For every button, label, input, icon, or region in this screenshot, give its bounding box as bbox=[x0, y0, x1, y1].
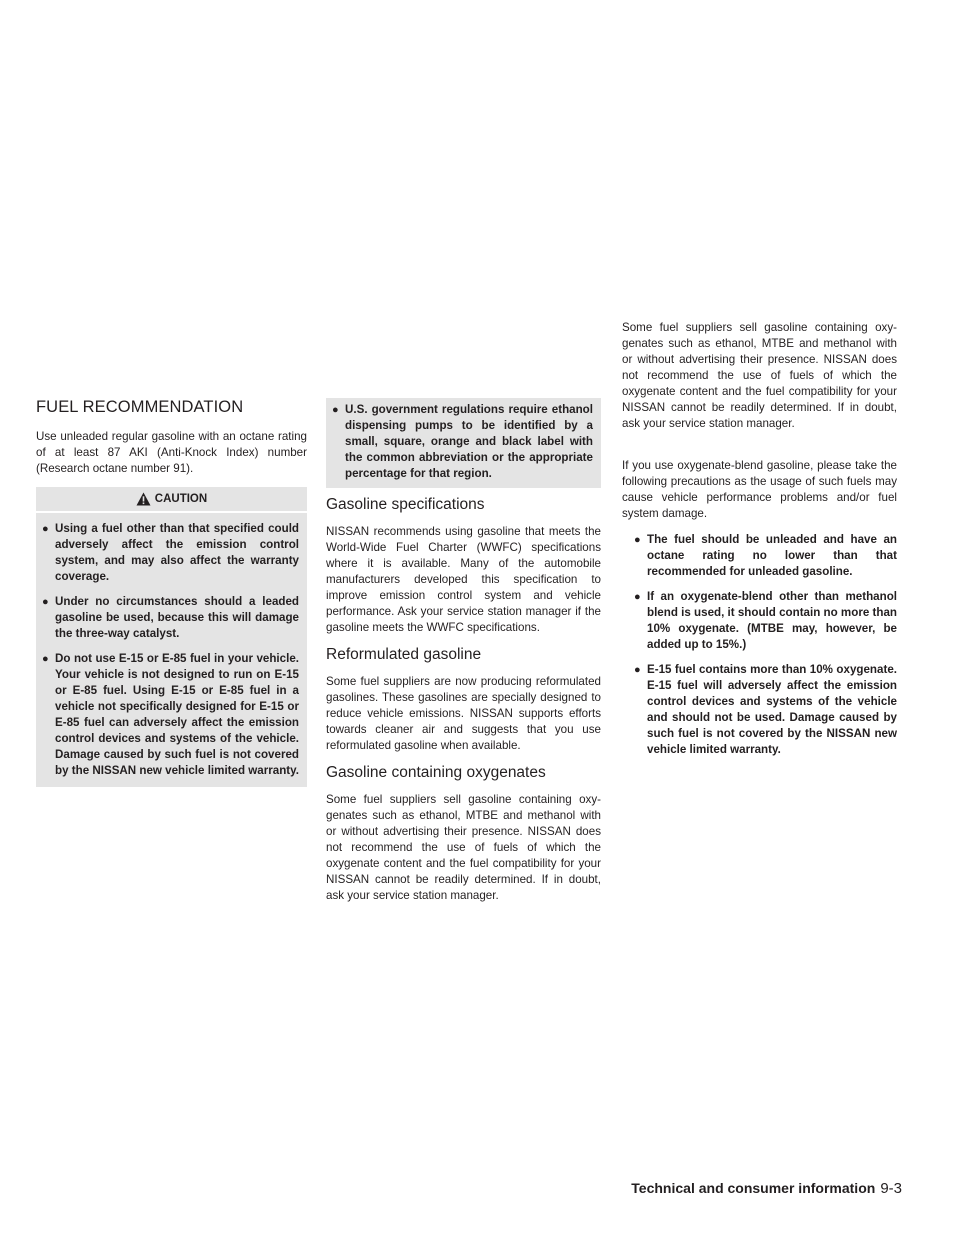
caution-box-continued bbox=[326, 398, 601, 488]
reformulated-gasoline-text: Some fuel suppliers are now producing reformulated gasolines. These gasolines are specially designed to reduce vehicle emissions. NISSAN supports efforts towards cleaner air and suggests that you use reformulated gasoline when available. bbox=[326, 675, 601, 752]
bullet-icon: ● bbox=[634, 664, 641, 676]
bullet-icon: ● bbox=[42, 653, 49, 665]
list-item: ● The fuel should be unleaded and have an octane rating no lower than that recommended for unleaded gasoline. bbox=[634, 533, 897, 578]
intro-paragraph: Use unleaded regular gasoline with an octane rating of at least 87 AKI (Anti-Knock Index) number (Research octane number 91). bbox=[36, 430, 307, 475]
oxygenates-text-1-continued bbox=[622, 321, 897, 448]
page-number: 9-3 bbox=[880, 1180, 902, 1197]
caution-item: ● Using a fuel other than that specified could adversely affect the emission control system, and may also affect the warranty coverage. bbox=[42, 522, 299, 583]
bullet-icon: ● bbox=[42, 596, 49, 608]
column-1 bbox=[36, 398, 307, 787]
column-2 bbox=[326, 398, 601, 902]
heading-oxygenates: Gasoline containing oxygenates bbox=[326, 764, 546, 781]
footer-section-title: Technical and consumer information bbox=[631, 1180, 876, 1196]
caution-label: CAUTION bbox=[154, 493, 208, 505]
oxygenates-text-1-overflow: Some fuel suppliers sell gasoline containing oxygenates such as ethanol, MTBE and methanol with or without advertising their presence. NISSAN does not recommend the use of fuels of which the oxygenate content and the fuel compatibility for your NISSAN cannot be readily determined. If in doubt, ask your service station manager. bbox=[622, 321, 897, 430]
gasoline-specifications-text: NISSAN recommends using gasoline that meets the World-Wide Fuel Charter (WWFC) specifications where it is available. Many of the automobile manufacturers developed this specification to improve emission control system and vehicle performance. Ask your service station manager if the gasoline meets the WWFC specifications. bbox=[326, 525, 601, 634]
caution-item: ● U.S. government regulations require ethanol dispensing pumps to be identified by a small, square, orange and black label with the common abbreviation or the appropriate percentage for that region. bbox=[332, 403, 593, 480]
caution-header bbox=[36, 487, 307, 513]
bullet-icon: ● bbox=[42, 523, 49, 535]
caution-box bbox=[36, 487, 307, 787]
page-footer bbox=[582, 1180, 902, 1197]
column-3 bbox=[622, 321, 897, 767]
list-item: ● E-15 fuel contains more than 10% oxygenate. E-15 fuel will adversely affect the emission control devices and systems of the vehicle and should not be used. Damage caused by such fuel is not covered by the NISSAN new vehicle limited warranty. bbox=[634, 663, 897, 756]
warning-triangle-icon bbox=[136, 492, 151, 506]
section-title: FUEL RECOMMENDATION bbox=[36, 398, 244, 416]
heading-gasoline-specifications: Gasoline specifications bbox=[326, 496, 485, 513]
caution-item: ● Under no circumstances should a leaded gasoline be used, because this will damage the three-way catalyst. bbox=[42, 595, 299, 640]
bullet-icon: ● bbox=[634, 534, 641, 546]
oxygenate-precautions-list bbox=[622, 532, 897, 758]
heading-reformulated-gasoline: Reformulated gasoline bbox=[326, 646, 482, 663]
list-item: ● If an oxygenate-blend other than methanol blend is used, it should contain no more than 10% oxygenate. (MTBE may, however, be added up to 15%.) bbox=[634, 590, 897, 651]
caution-item: ● Do not use E-15 or E-85 fuel in your vehicle. Your vehicle is not designed to run on E-15 or E-85 fuel. Using E-15 or E-85 fuel in a vehicle not specifically designed for E-15 or E-85 fuel can adversely affect the emission control devices and systems of the vehicle. Damage caused by such fuel is not covered by the NISSAN new vehicle limited warranty. bbox=[42, 652, 299, 777]
bullet-icon: ● bbox=[634, 591, 641, 603]
bullet-icon: ● bbox=[332, 404, 339, 416]
oxygenates-text-2: If you use oxygenate-blend gasoline, please take the following precautions as the usage of such fuels may cause vehicle performance problems and/or fuel system damage. bbox=[622, 459, 897, 520]
oxygenates-text-1: Some fuel suppliers sell gasoline containing oxygenates such as ethanol, MTBE and methanol with or without advertising their presence. NISSAN does not recommend the use of fuels of which the oxygenate content and the fuel compatibility for your NISSAN cannot be readily determined. If in doubt, ask your service station manager. bbox=[326, 793, 601, 902]
